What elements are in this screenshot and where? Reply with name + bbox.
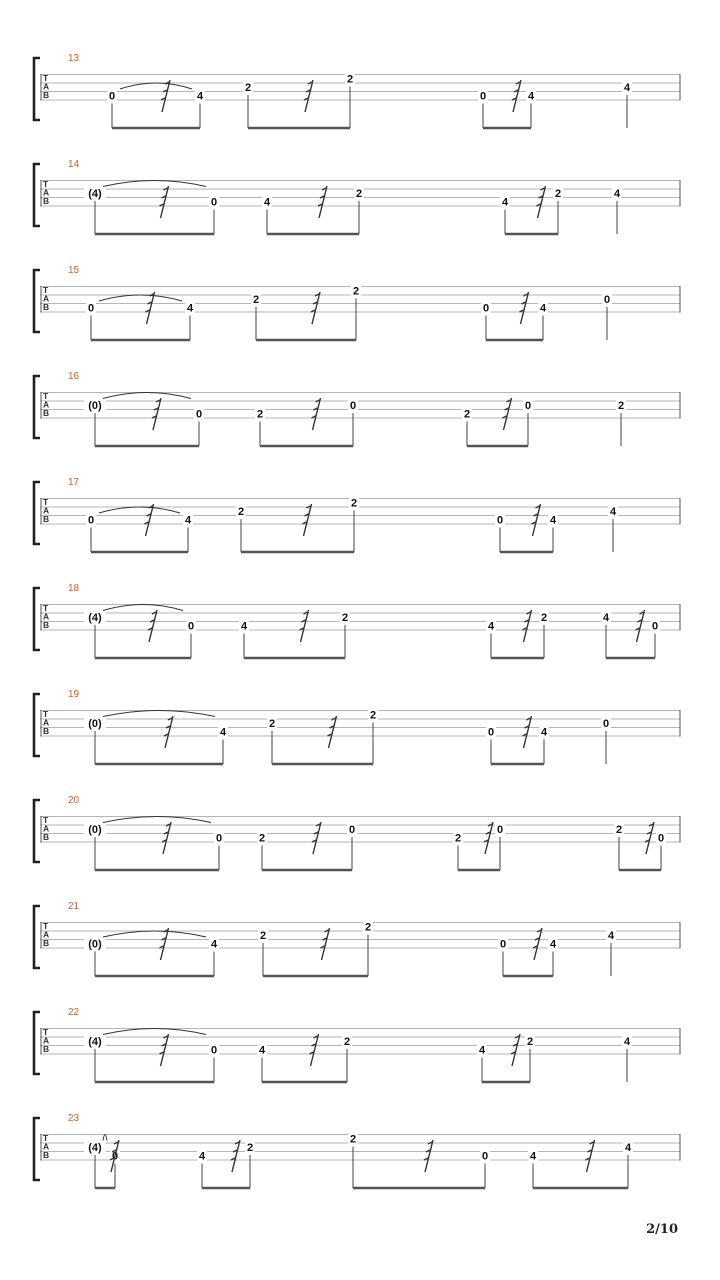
- fret-number: 4: [478, 1044, 486, 1057]
- measure-number: 18: [68, 583, 80, 594]
- tie-arc: [103, 817, 211, 823]
- rest-marker: [321, 928, 330, 960]
- tab-clef-letter: B: [43, 1044, 50, 1054]
- fret-number: 4: [184, 514, 192, 527]
- fret-number: 2: [259, 930, 267, 942]
- fret-number: (0): [88, 938, 102, 951]
- rest-marker: [310, 1034, 319, 1066]
- fret-number: 0: [496, 514, 504, 527]
- fret-number: (4): [88, 1036, 102, 1048]
- measure-number: 15: [68, 265, 80, 276]
- tab-clef-letter: T: [43, 1133, 49, 1143]
- tab-clef-letter: B: [43, 90, 50, 100]
- fret-number: 4: [624, 1142, 632, 1154]
- fret-number: 2: [355, 188, 363, 200]
- rest-marker: [523, 610, 532, 642]
- fret-number: (0): [88, 400, 102, 412]
- system-bracket: [34, 588, 40, 650]
- rest-marker: [304, 80, 313, 112]
- tab-clef-letter: B: [43, 938, 50, 948]
- fret-number: 0: [487, 726, 495, 739]
- tab-clef-letter: B: [43, 302, 50, 312]
- fret-number: 4: [623, 1036, 631, 1048]
- tab-clef-letter: B: [43, 514, 50, 524]
- fret-number: 4: [219, 726, 227, 739]
- measure-number: 21: [68, 901, 80, 912]
- fret-number: 2: [369, 709, 377, 722]
- tie-arc: [103, 931, 206, 937]
- rest-marker: [520, 292, 529, 324]
- tab-clef-letter: T: [43, 709, 49, 719]
- fret-number: 2: [463, 408, 471, 421]
- fret-number: 2: [540, 612, 548, 624]
- fret-number: (0): [88, 718, 102, 730]
- tab-system: [34, 53, 680, 128]
- tab-clef-letter: A: [43, 1035, 50, 1046]
- fret-number: 4: [527, 90, 535, 103]
- tab-system: [34, 159, 680, 234]
- fret-number: 0: [482, 302, 490, 315]
- rest-marker: [161, 80, 170, 112]
- fret-number: 0: [603, 294, 611, 306]
- tab-clef-letter: T: [43, 603, 49, 613]
- tab-clef-letter: A: [43, 399, 50, 410]
- rest-marker: [511, 1034, 520, 1066]
- rest-marker: [484, 822, 493, 854]
- tab-clef-letter: B: [43, 726, 50, 736]
- rest-marker: [586, 1140, 595, 1172]
- system-bracket: [34, 58, 40, 120]
- rest-marker: [503, 398, 512, 430]
- fret-number: 2: [237, 506, 245, 518]
- fret-number: 4: [539, 302, 547, 315]
- fret-number: 2: [615, 824, 623, 836]
- rest-marker: [148, 610, 157, 642]
- tab-clef-letter: A: [43, 717, 50, 728]
- fret-number: 4: [240, 620, 248, 633]
- tie-arc: [103, 605, 183, 611]
- fret-number: 0: [657, 832, 665, 845]
- fret-number: 0: [108, 90, 116, 103]
- fret-number: 2: [341, 612, 349, 624]
- fret-number: 2: [252, 294, 260, 306]
- fret-number: (4): [88, 612, 102, 624]
- tab-clef-letter: A: [43, 929, 50, 940]
- tab-system: [34, 901, 680, 976]
- rest-marker: [523, 716, 532, 748]
- rest-marker: [318, 186, 327, 218]
- tab-clef-letter: T: [43, 497, 49, 507]
- rest-marker: [164, 716, 173, 748]
- rest-marker: [512, 80, 521, 112]
- rest-marker: [145, 504, 154, 536]
- tab-system: [34, 1113, 680, 1188]
- fret-number: 0: [210, 196, 218, 209]
- fret-number: 2: [526, 1036, 534, 1048]
- tab-clef-letter: T: [43, 921, 49, 931]
- tie-arc: [103, 711, 215, 717]
- rest-marker: [537, 186, 546, 218]
- fret-number: 4: [196, 90, 204, 103]
- tab-clef-letter: B: [43, 832, 50, 842]
- tab-clef-letter: B: [43, 196, 50, 206]
- fret-number: 2: [364, 921, 372, 934]
- fret-number: 4: [198, 1150, 206, 1163]
- tie-arc: [103, 393, 191, 399]
- system-bracket: [34, 1118, 40, 1180]
- page-number: 2/10: [646, 1222, 678, 1237]
- fret-number: 0: [111, 1150, 119, 1163]
- tab-clef-letter: A: [43, 823, 50, 834]
- tab-clef-letter: T: [43, 73, 49, 83]
- tab-system: [34, 1007, 680, 1082]
- system-bracket: [34, 270, 40, 332]
- tab-clef-letter: T: [43, 285, 49, 295]
- tie-arc: [103, 181, 206, 187]
- fret-number: 2: [256, 408, 264, 421]
- fret-number: 4: [210, 938, 218, 951]
- fret-number: 0: [210, 1044, 218, 1057]
- tab-clef-letter: T: [43, 1027, 49, 1037]
- fret-number: 4: [623, 82, 631, 94]
- measure-number: 17: [68, 477, 80, 488]
- fret-number: (0): [88, 824, 102, 836]
- tab-clef-letter: A: [43, 611, 50, 622]
- fret-number: 0: [215, 832, 223, 845]
- tab-system: [34, 477, 680, 552]
- fret-number: 4: [609, 506, 617, 518]
- rest-marker: [160, 928, 169, 960]
- rest-marker: [424, 1140, 433, 1172]
- rest-marker: [645, 822, 654, 854]
- fret-number: 0: [87, 514, 95, 527]
- fret-number: 2: [350, 497, 358, 510]
- fret-number: 4: [607, 930, 615, 942]
- rest-marker: [160, 186, 169, 218]
- fret-number: 2: [343, 1036, 351, 1048]
- system-bracket: [34, 800, 40, 862]
- fret-number: 0: [348, 824, 356, 836]
- fret-number: 2: [554, 188, 562, 200]
- rest-marker: [162, 822, 171, 854]
- rest-marker: [532, 504, 541, 536]
- system-bracket: [34, 482, 40, 544]
- fret-number: 2: [246, 1142, 254, 1154]
- measure-number: 19: [68, 689, 80, 700]
- tab-system: [34, 795, 680, 870]
- fret-number: 4: [263, 196, 271, 209]
- fret-number: 4: [602, 612, 610, 624]
- tab-system: [34, 265, 680, 340]
- system-bracket: [34, 164, 40, 226]
- system-bracket: [34, 376, 40, 438]
- measure-number: 16: [68, 371, 80, 382]
- fret-number: 2: [244, 82, 252, 94]
- fret-number: 4: [529, 1150, 537, 1163]
- rest-marker: [152, 398, 161, 430]
- fret-number: 0: [87, 302, 95, 315]
- fret-number: 0: [349, 400, 357, 412]
- tab-clef-letter: T: [43, 179, 49, 189]
- rest-marker: [160, 1034, 169, 1066]
- fret-number: 4: [186, 302, 194, 315]
- tab-system: [34, 371, 680, 446]
- tab-clef-letter: B: [43, 1150, 50, 1160]
- system-bracket: [34, 694, 40, 756]
- measure-number: 13: [68, 53, 80, 64]
- fret-number: 4: [487, 620, 495, 633]
- tab-clef-letter: A: [43, 187, 50, 198]
- fret-number: 2: [258, 832, 266, 845]
- tie-arc: [99, 295, 182, 301]
- measure-number: 14: [68, 159, 80, 170]
- fret-number: 0: [187, 620, 195, 633]
- rest-marker: [533, 928, 542, 960]
- fret-number: 0: [499, 938, 507, 951]
- fret-number: 0: [479, 90, 487, 103]
- rest-marker: [231, 1140, 240, 1172]
- tie-arc: [103, 1135, 107, 1141]
- fret-number: 4: [540, 726, 548, 739]
- fret-number: 2: [349, 1133, 357, 1146]
- tab-system: [34, 583, 680, 658]
- rest-marker: [300, 610, 309, 642]
- tie-arc: [120, 83, 192, 89]
- measure-number: 20: [68, 795, 80, 806]
- rest-marker: [311, 292, 320, 324]
- fret-number: (4): [88, 1142, 102, 1154]
- fret-number: 2: [617, 400, 625, 412]
- tab-clef-letter: A: [43, 81, 50, 92]
- fret-number: 0: [481, 1150, 489, 1163]
- rest-marker: [328, 716, 337, 748]
- rest-marker: [146, 292, 155, 324]
- fret-number: 2: [454, 832, 462, 845]
- fret-number: 4: [613, 188, 621, 200]
- fret-number: 4: [549, 514, 557, 527]
- fret-number: 0: [524, 400, 532, 412]
- fret-number: 4: [549, 938, 557, 951]
- fret-number: 0: [602, 718, 610, 730]
- fret-number: 0: [195, 408, 203, 421]
- fret-number: 4: [501, 196, 509, 209]
- tab-system: [34, 689, 680, 764]
- tie-arc: [103, 1029, 206, 1035]
- tie-arc: [99, 507, 180, 513]
- tab-clef-letter: T: [43, 391, 49, 401]
- rest-marker: [312, 398, 321, 430]
- tab-clef-letter: B: [43, 408, 50, 418]
- fret-number: 2: [268, 718, 276, 730]
- tab-clef-letter: A: [43, 1141, 50, 1152]
- tab-clef-letter: B: [43, 620, 50, 630]
- tab-clef-letter: A: [43, 505, 50, 516]
- rest-marker: [636, 610, 645, 642]
- system-bracket: [34, 1012, 40, 1074]
- fret-number: 4: [258, 1044, 266, 1057]
- measure-number: 22: [68, 1007, 80, 1018]
- fret-number: 0: [496, 824, 504, 836]
- fret-number: 2: [352, 285, 360, 298]
- fret-number: 0: [651, 620, 659, 633]
- tab-clef-letter: A: [43, 293, 50, 304]
- fret-number: (4): [88, 188, 102, 200]
- tab-clef-letter: T: [43, 815, 49, 825]
- rest-marker: [312, 822, 321, 854]
- fret-number: 2: [346, 73, 354, 86]
- measure-number: 23: [68, 1113, 80, 1124]
- rest-marker: [303, 504, 312, 536]
- system-bracket: [34, 906, 40, 968]
